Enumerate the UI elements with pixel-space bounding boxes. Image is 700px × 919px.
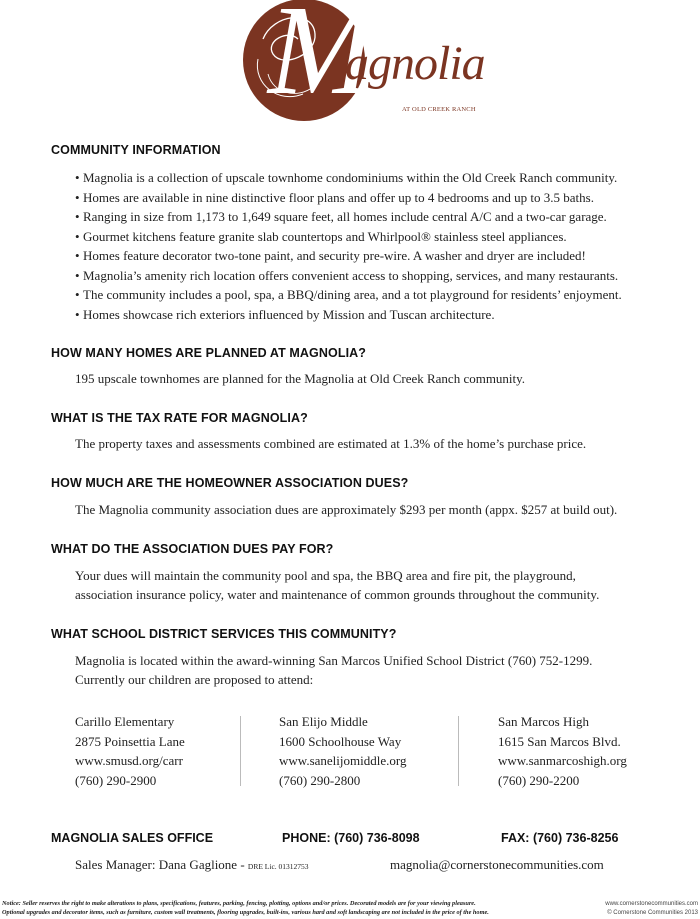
community-info-list: [75, 168, 622, 324]
sales-office-title: MAGNOLIA SALES OFFICE: [51, 831, 214, 845]
list-item: • Homes showcase rich exteriors influenced by Mission and Tuscan architecture.: [75, 306, 495, 322]
faq-answer-dues-pay-for-line2: association insurance policy, water and maintenance of common grounds throughout the community.: [75, 587, 600, 602]
faq-answer-dues-pay-for-line1: Your dues will maintain the community pool and spa, the BBQ area and fire pit, the playground,: [75, 568, 576, 583]
school-phone: (760) 290-2200: [498, 772, 580, 788]
community-info-heading: COMMUNITY INFORMATION: [51, 143, 221, 157]
school-name: San Elijo Middle: [279, 714, 368, 729]
magnolia-logo: [230, 0, 485, 125]
faq-answer-hoa-dues: The Magnolia community association dues are approximately $293 per month (appx. $257 at build out).: [75, 502, 618, 517]
school-middle: [279, 712, 406, 790]
school-high: [498, 712, 627, 790]
copyright: © Cornerstone Communities 2013: [607, 909, 698, 916]
sales-office-phone: PHONE: (760) 736-8098: [282, 831, 420, 845]
sales-manager: [75, 857, 309, 873]
school-address: 1600 Schoolhouse Way: [279, 733, 402, 749]
school-website[interactable]: www.sanelijomiddle.org: [279, 753, 407, 768]
legal-notice: Notice: Seller reserves the right to make alterations to plans, specifications, features, parking, fencing, plotting, options and/or prices. Decorated models are for your viewing pleasure. Optional upgrades and decorator items, such as furniture, custom wall treatments, flooring upgrades, built-ins, various hard and soft landscaping are not included in the price of the home.: [2, 900, 489, 916]
school-website[interactable]: www.smusd.org/carr: [75, 753, 183, 768]
logo-subtitle: AT OLD CREEK RANCH: [402, 106, 476, 113]
faq-answer-school-district-line2: Currently our children are proposed to attend:: [75, 672, 314, 687]
sales-email[interactable]: magnolia@cornerstonecommunities.com: [390, 857, 604, 872]
list-item: • Magnolia’s amenity rich location offers convenient access to shopping, services, and many restaurants.: [75, 267, 619, 283]
dre-license: DRE Lic. 01312753: [247, 862, 309, 871]
school-phone: (760) 290-2800: [279, 772, 361, 788]
sales-office-fax: FAX: (760) 736-8256: [501, 831, 619, 845]
faq-heading-hoa-dues: HOW MUCH ARE THE HOMEOWNER ASSOCIATION DUES?: [51, 476, 409, 490]
school-divider: [240, 716, 241, 786]
faq-heading-homes-planned: HOW MANY HOMES ARE PLANNED AT MAGNOLIA?: [51, 346, 367, 360]
school-website[interactable]: www.sanmarcoshigh.org: [498, 753, 627, 768]
logo-initial: M: [268, 0, 375, 121]
school-name: San Marcos High: [498, 714, 589, 729]
list-item: • The community includes a pool, spa, a BBQ/dining area, and a tot playground for residents’ enjoyment.: [75, 287, 622, 302]
sales-manager-name: Sales Manager: Dana Gaglione -: [75, 857, 248, 872]
credits: [605, 900, 698, 917]
school-address: 1615 San Marcos Blvd.: [498, 733, 621, 749]
list-item: • Homes feature decorator two-tone paint, and security pre-wire. A washer and dryer are included!: [75, 248, 586, 263]
faq-heading-tax-rate: WHAT IS THE TAX RATE FOR MAGNOLIA?: [51, 411, 308, 425]
faq-heading-dues-pay-for: WHAT DO THE ASSOCIATION DUES PAY FOR?: [51, 542, 334, 556]
logo-word: agnolia: [345, 37, 485, 90]
school-divider: [458, 716, 459, 786]
list-item: • Ranging in size from 1,173 to 1,649 square feet, all homes include central A/C and a two-car garage.: [75, 209, 607, 224]
school-phone: (760) 290-2900: [75, 772, 157, 788]
faq-answer-tax-rate: The property taxes and assessments combined are estimated at 1.3% of the home’s purchase price.: [75, 436, 587, 451]
faq-heading-school-district: WHAT SCHOOL DISTRICT SERVICES THIS COMMUNITY?: [51, 627, 397, 641]
list-item: • Homes are available in nine distinctive floor plans and offer up to 4 bedrooms and up to 3.5 baths.: [75, 189, 594, 205]
list-item: • Magnolia is a collection of upscale townhome condominiums within the Old Creek Ranch community.: [75, 170, 618, 185]
school-elementary: [75, 712, 185, 790]
faq-answer-school-district-line1: Magnolia is located within the award-winning San Marcos Unified School District (760) 752-1299.: [75, 653, 593, 668]
school-name: Carillo Elementary: [75, 714, 175, 729]
company-website[interactable]: www.cornerstonecommunities.com: [605, 901, 698, 907]
list-item: • Gourmet kitchens feature granite slab countertops and Whirlpool® stainless steel appliances.: [75, 228, 567, 244]
school-address: 2875 Poinsettia Lane: [75, 733, 185, 749]
faq-answer-homes-planned: 195 upscale townhomes are planned for the Magnolia at Old Creek Ranch community.: [75, 371, 526, 386]
